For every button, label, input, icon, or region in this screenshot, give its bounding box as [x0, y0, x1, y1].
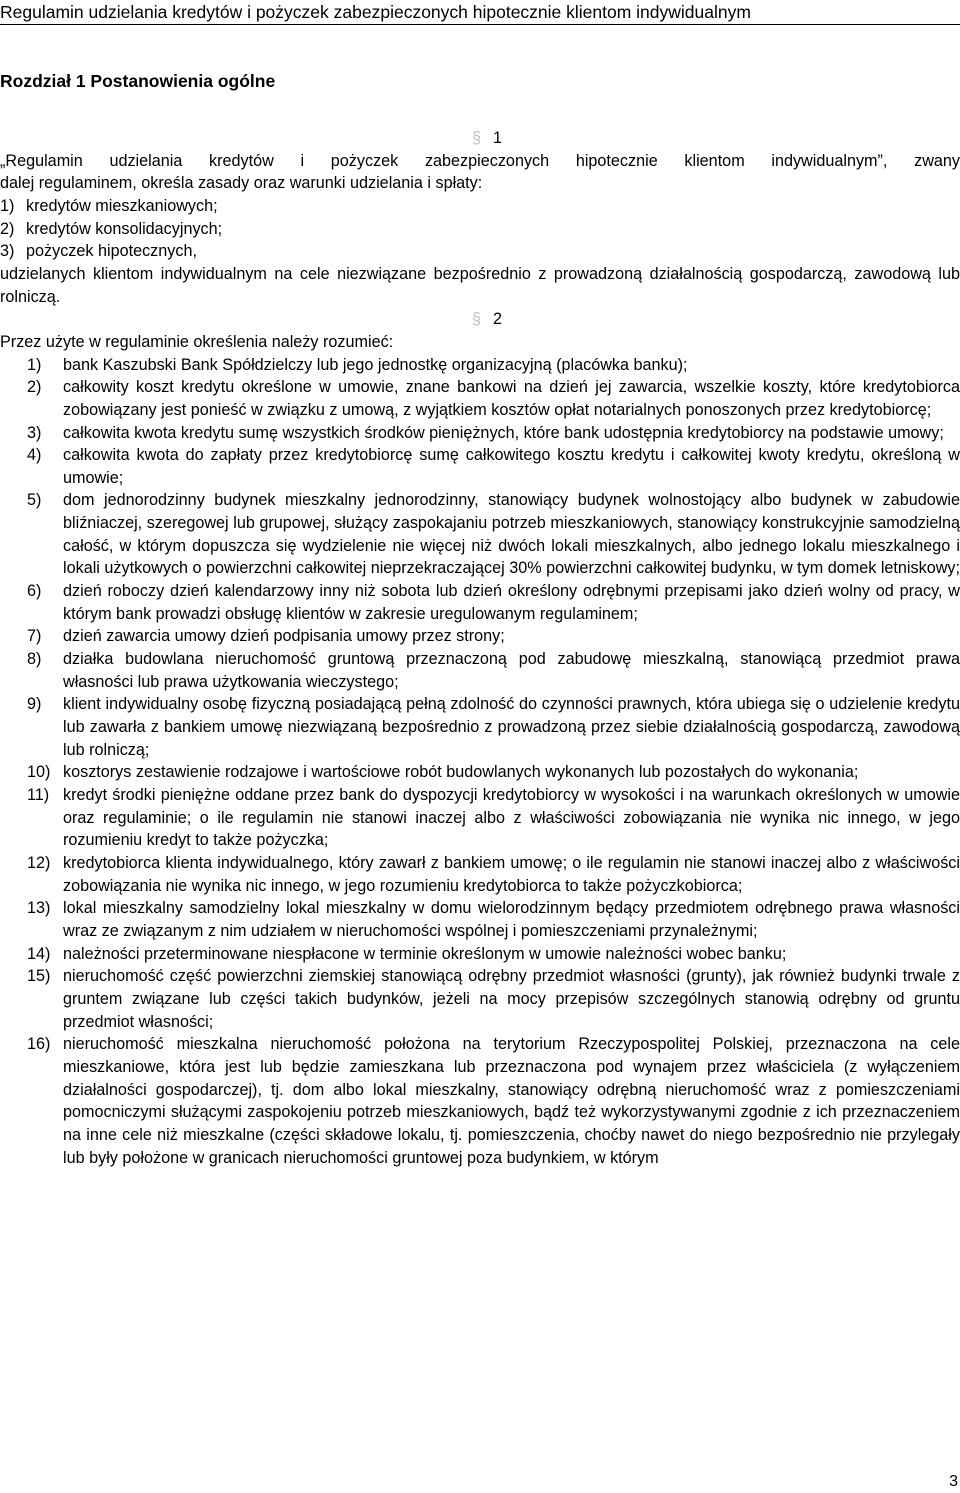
- chapter-title: Rozdział 1 Postanowienia ogólne: [0, 71, 276, 91]
- running-header: Regulamin udzielania kredytów i pożyczek zabezpieczonych hipotecznie klientom indywidualnym: [0, 2, 751, 22]
- definition-number: 15): [27, 967, 51, 986]
- definition-number: 2): [27, 378, 42, 397]
- definition-text: nieruchomość część powierzchni ziemskiej stanowiącą odrębny przedmiot własności (grunty), jak również budynki trwale z gruntem związane lub części takich budynków, jeżeli na mocy przepisów szczególnych stanowią odrębny od gruntu przedmiot własności;: [63, 967, 960, 1031]
- section-symbol: §: [471, 310, 481, 329]
- definition-number: 5): [27, 491, 42, 510]
- definition-item: [0, 489, 960, 580]
- definition-number: 12): [27, 853, 51, 872]
- header-divider: [0, 24, 960, 25]
- definition-number: 3): [27, 423, 42, 442]
- section-number: 2: [493, 310, 503, 329]
- section1-intro-line1: „Regulamin udzielania kredytów i pożyczek zabezpieczonych hipotecznie klientom indywidualnym”, zwany: [0, 151, 960, 170]
- definition-item: [0, 784, 960, 852]
- definition-item: [0, 422, 960, 445]
- section-heading-1: [0, 127, 960, 150]
- definition-text: dom jednorodzinny budynek mieszkalny jednorodzinny, stanowiący budynek wolnostojący albo budynek w zabudowie bliźniaczej, szeregowej lub grupowej, służący zaspokajaniu potrzeb mieszkaniowych, stanowiący konstrukcyjnie samodzielną całość, w którym dopuszcza się wydzielenie nie więcej niż dwóch lokali mieszkalnych, albo jednego lokalu mieszkalnego i lokali użytkowych o powierzchni całkowitej nieprzekraczającej 30% powierzchni całkowitej budynku, w tym domek letniskowy;: [63, 491, 960, 578]
- definition-number: 7): [27, 627, 42, 646]
- definition-number: 16): [27, 1035, 51, 1054]
- definition-item: [0, 648, 960, 693]
- definition-number: 1): [27, 355, 42, 374]
- definition-text: całkowita kwota kredytu sumę wszystkich środków pieniężnych, które bank udostępnia kredytobiorcy na podstawie umowy;: [63, 423, 944, 442]
- definition-text: klient indywidualny osobę fizyczną posiadającą pełną zdolność do czynności prawnych, która ubiega się o udzielenie kredytu lub zawarła z bankiem umowę niezwiązaną bezpośrednio z prowadzoną przez siebie działalnością gospodarczą, zawodową lub rolniczą;: [63, 695, 960, 759]
- definition-text: kredyt środki pieniężne oddane przez bank do dyspozycji kredytobiorcy w wysokości i na warunkach określonych w umowie oraz regulaminie; o ile regulamin nie stanowi inaczej albo z właściwości zobowiązania nie wynika nic innego, w jego rozumieniu kredyt to także pożyczka;: [63, 786, 960, 850]
- list-item: [0, 218, 960, 241]
- definition-number: 8): [27, 650, 42, 669]
- definition-text: należności przeterminowane niespłacone w terminie określonym w umowie należności wobec banku;: [63, 944, 787, 963]
- list-item-text: kredytów mieszkaniowych;: [26, 196, 218, 215]
- definition-text: działka budowlana nieruchomość gruntową przeznaczoną pod zabudowę mieszkalną, stanowiącą przedmiot prawa własności lub prawa użytkowania wieczystego;: [63, 650, 960, 691]
- definition-number: 9): [27, 695, 42, 714]
- definition-item: [0, 444, 960, 489]
- section1-intro-line2: dalej regulaminem, określa zasady oraz warunki udzielania i spłaty:: [0, 174, 483, 193]
- section1-closing: udzielanych klientom indywidualnym na cele niezwiązane bezpośrednio z prowadzoną działalnością gospodarczą, zawodową lub rolniczą.: [0, 264, 960, 306]
- definition-item: [0, 761, 960, 784]
- definition-text: kosztorys zestawienie rodzajowe i wartościowe robót budowlanych wykonanych lub pozostałych do wykonania;: [63, 763, 859, 782]
- definition-text: nieruchomość mieszkalna nieruchomość położona na terytorium Rzeczypospolitej Polskiej, przeznaczona na cele mieszkaniowe, która jest lub będzie zamieszkana lub przeznaczona pod wynajem przez właściciela (z wyłączeniem działalności gospodarczej), tj. dom albo lokal mieszkalny, stanowiący odrębną nieruchomość wraz z pomieszczeniami pomocniczymi służącymi zaspokojeniu potrzeb mieszkaniowych, bądź też wykorzystywanymi zgodnie z ich przeznaczeniem na inne cele niż mieszkalne (części składowe lokalu, tj. pomieszczenia, choćby nawet do niego bezpośrednio nie przylegały lub były położone w granicach nieruchomości gruntowej poza budynkiem, w którym: [63, 1035, 960, 1167]
- definition-text: lokal mieszkalny samodzielny lokal mieszkalny w domu wielorodzinnym będący przedmiotem odrębnego prawa własności wraz ze związanym z nim udziałem w nieruchomości wspólnej i pomieszczeniami przynależnymi;: [63, 899, 960, 940]
- definition-item: [0, 943, 960, 966]
- document-body: [0, 127, 960, 1169]
- definition-item: [0, 897, 960, 942]
- definition-item: [0, 580, 960, 625]
- section-symbol: §: [471, 129, 481, 147]
- definition-text: całkowity koszt kredytu określone w umowie, znane bankowi na dzień jej zawarcia, wszelkie koszty, które kredytobiorca zobowiązany jest ponieść w związku z umową, z wyjątkiem kosztów opłat notarialnych ponoszonych przez kredytobiorcę;: [63, 378, 960, 419]
- list-item-text: pożyczek hipotecznych,: [26, 242, 197, 261]
- definition-item: [0, 625, 960, 648]
- definition-item: [0, 693, 960, 761]
- list-item-number: 3): [0, 242, 15, 261]
- definition-number: 14): [27, 944, 51, 963]
- definition-item: [0, 354, 960, 377]
- list-item: [0, 240, 960, 263]
- definition-text: dzień roboczy dzień kalendarzowy inny niż sobota lub dzień określony odrębnymi przepisami jako dzień wolny od pracy, w którym bank prowadzi obsługę klientów w zakresie uregulowanym regulaminem;: [63, 582, 960, 623]
- list-item-number: 1): [0, 196, 15, 215]
- definition-text: bank Kaszubski Bank Spółdzielczy lub jego jednostkę organizacyjną (placówka banku);: [63, 355, 688, 374]
- definition-item: [0, 1033, 960, 1169]
- list-item: [0, 195, 960, 218]
- definition-text: kredytobiorca klienta indywidualnego, który zawarł z bankiem umowę; o ile regulamin nie stanowi inaczej albo z właściwości zobowiązania nie wynika nic innego, w jego rozumieniu kredytobiorca to także pożyczkobiorca;: [63, 853, 960, 895]
- definition-number: 11): [27, 786, 50, 804]
- definition-item: [0, 376, 960, 421]
- page-number: 3: [949, 1473, 958, 1490]
- definitions-list: [0, 354, 960, 1170]
- definition-text: całkowita kwota do zapłaty przez kredytobiorcę sumę całkowitego kosztu kredytu i całkowitej kwoty kredytu, określoną w umowie;: [63, 446, 960, 487]
- definition-item: [0, 852, 960, 897]
- definition-text: dzień zawarcia umowy dzień podpisania umowy przez strony;: [63, 627, 505, 646]
- definition-item: [0, 965, 960, 1033]
- section2-intro: Przez użyte w regulaminie określenia należy rozumieć:: [0, 332, 394, 351]
- definition-number: 6): [27, 582, 42, 601]
- list-item-text: kredytów konsolidacyjnych;: [26, 219, 223, 238]
- definition-number: 10): [27, 763, 51, 782]
- section-heading-2: [0, 308, 960, 331]
- list-item-number: 2): [0, 219, 15, 238]
- section-number: 1: [493, 129, 503, 147]
- definition-number: 4): [27, 446, 42, 465]
- definition-number: 13): [27, 899, 51, 918]
